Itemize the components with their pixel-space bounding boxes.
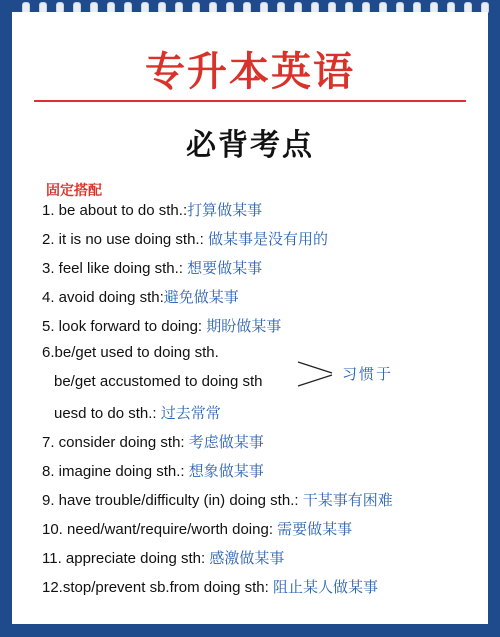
- item-chinese: 过去常常: [160, 405, 221, 422]
- item-english: 1. be about to do sth.:: [42, 202, 188, 219]
- item-chinese: 干某事有困难: [302, 492, 393, 509]
- item-english: 8. imagine doing sth.:: [42, 463, 189, 480]
- item-chinese: 考虑做某事: [188, 434, 264, 451]
- list-item: [42, 315, 281, 336]
- title-divider: [34, 100, 466, 102]
- item-english: 7. consider doing sth:: [42, 434, 189, 451]
- list-item: [42, 228, 328, 249]
- item-english: 12.stop/prevent sb.from doing sth:: [42, 579, 273, 596]
- item-english: be/get accustomed to doing sth: [54, 373, 263, 390]
- list-item: [42, 547, 284, 568]
- item-english: 5. look forward to doing:: [42, 318, 207, 335]
- item-english: 11. appreciate doing sth:: [42, 550, 210, 567]
- page-title: 专升本英语: [145, 49, 355, 95]
- list-item: [42, 257, 262, 278]
- item-english: 10. need/want/require/worth doing:: [42, 521, 278, 538]
- list-item: [42, 286, 239, 307]
- list-item: [42, 344, 219, 361]
- item-chinese: 做某事是没有用的: [207, 231, 328, 248]
- item-english: 3. feel like doing sth.:: [42, 260, 188, 277]
- section-heading: 固定搭配: [46, 183, 102, 199]
- list-item: [42, 431, 264, 452]
- item-chinese: 打算做某事: [187, 202, 263, 219]
- item-english: 9. have trouble/difficulty (in) doing sth.:: [42, 492, 303, 509]
- item-english: uesd to do sth.:: [54, 405, 161, 422]
- item-chinese: 想象做某事: [188, 463, 264, 480]
- list-item: [54, 402, 221, 423]
- item-english: 4. avoid doing sth:: [42, 289, 164, 306]
- item-english: 2. it is no use doing sth.:: [42, 231, 208, 248]
- item-chinese: 阻止某人做某事: [272, 579, 378, 596]
- brace-label: 习惯于: [342, 365, 394, 383]
- list-item: [42, 460, 264, 481]
- brace-connector-icon: [296, 356, 338, 392]
- list-item: [42, 199, 262, 220]
- list-item: [42, 489, 393, 510]
- list-item: [42, 518, 352, 539]
- item-english: 6.be/get used to doing sth.: [42, 344, 219, 361]
- item-chinese: 期盼做某事: [206, 318, 282, 335]
- list-item: [42, 576, 378, 597]
- item-chinese: 想要做某事: [187, 260, 263, 277]
- item-chinese: 需要做某事: [277, 521, 353, 538]
- item-chinese: 避免做某事: [163, 289, 239, 306]
- list-item: [54, 373, 262, 390]
- item-chinese: 感激做某事: [209, 550, 285, 567]
- page-subtitle: 必背考点: [186, 128, 314, 163]
- paper-sheet: [12, 12, 488, 624]
